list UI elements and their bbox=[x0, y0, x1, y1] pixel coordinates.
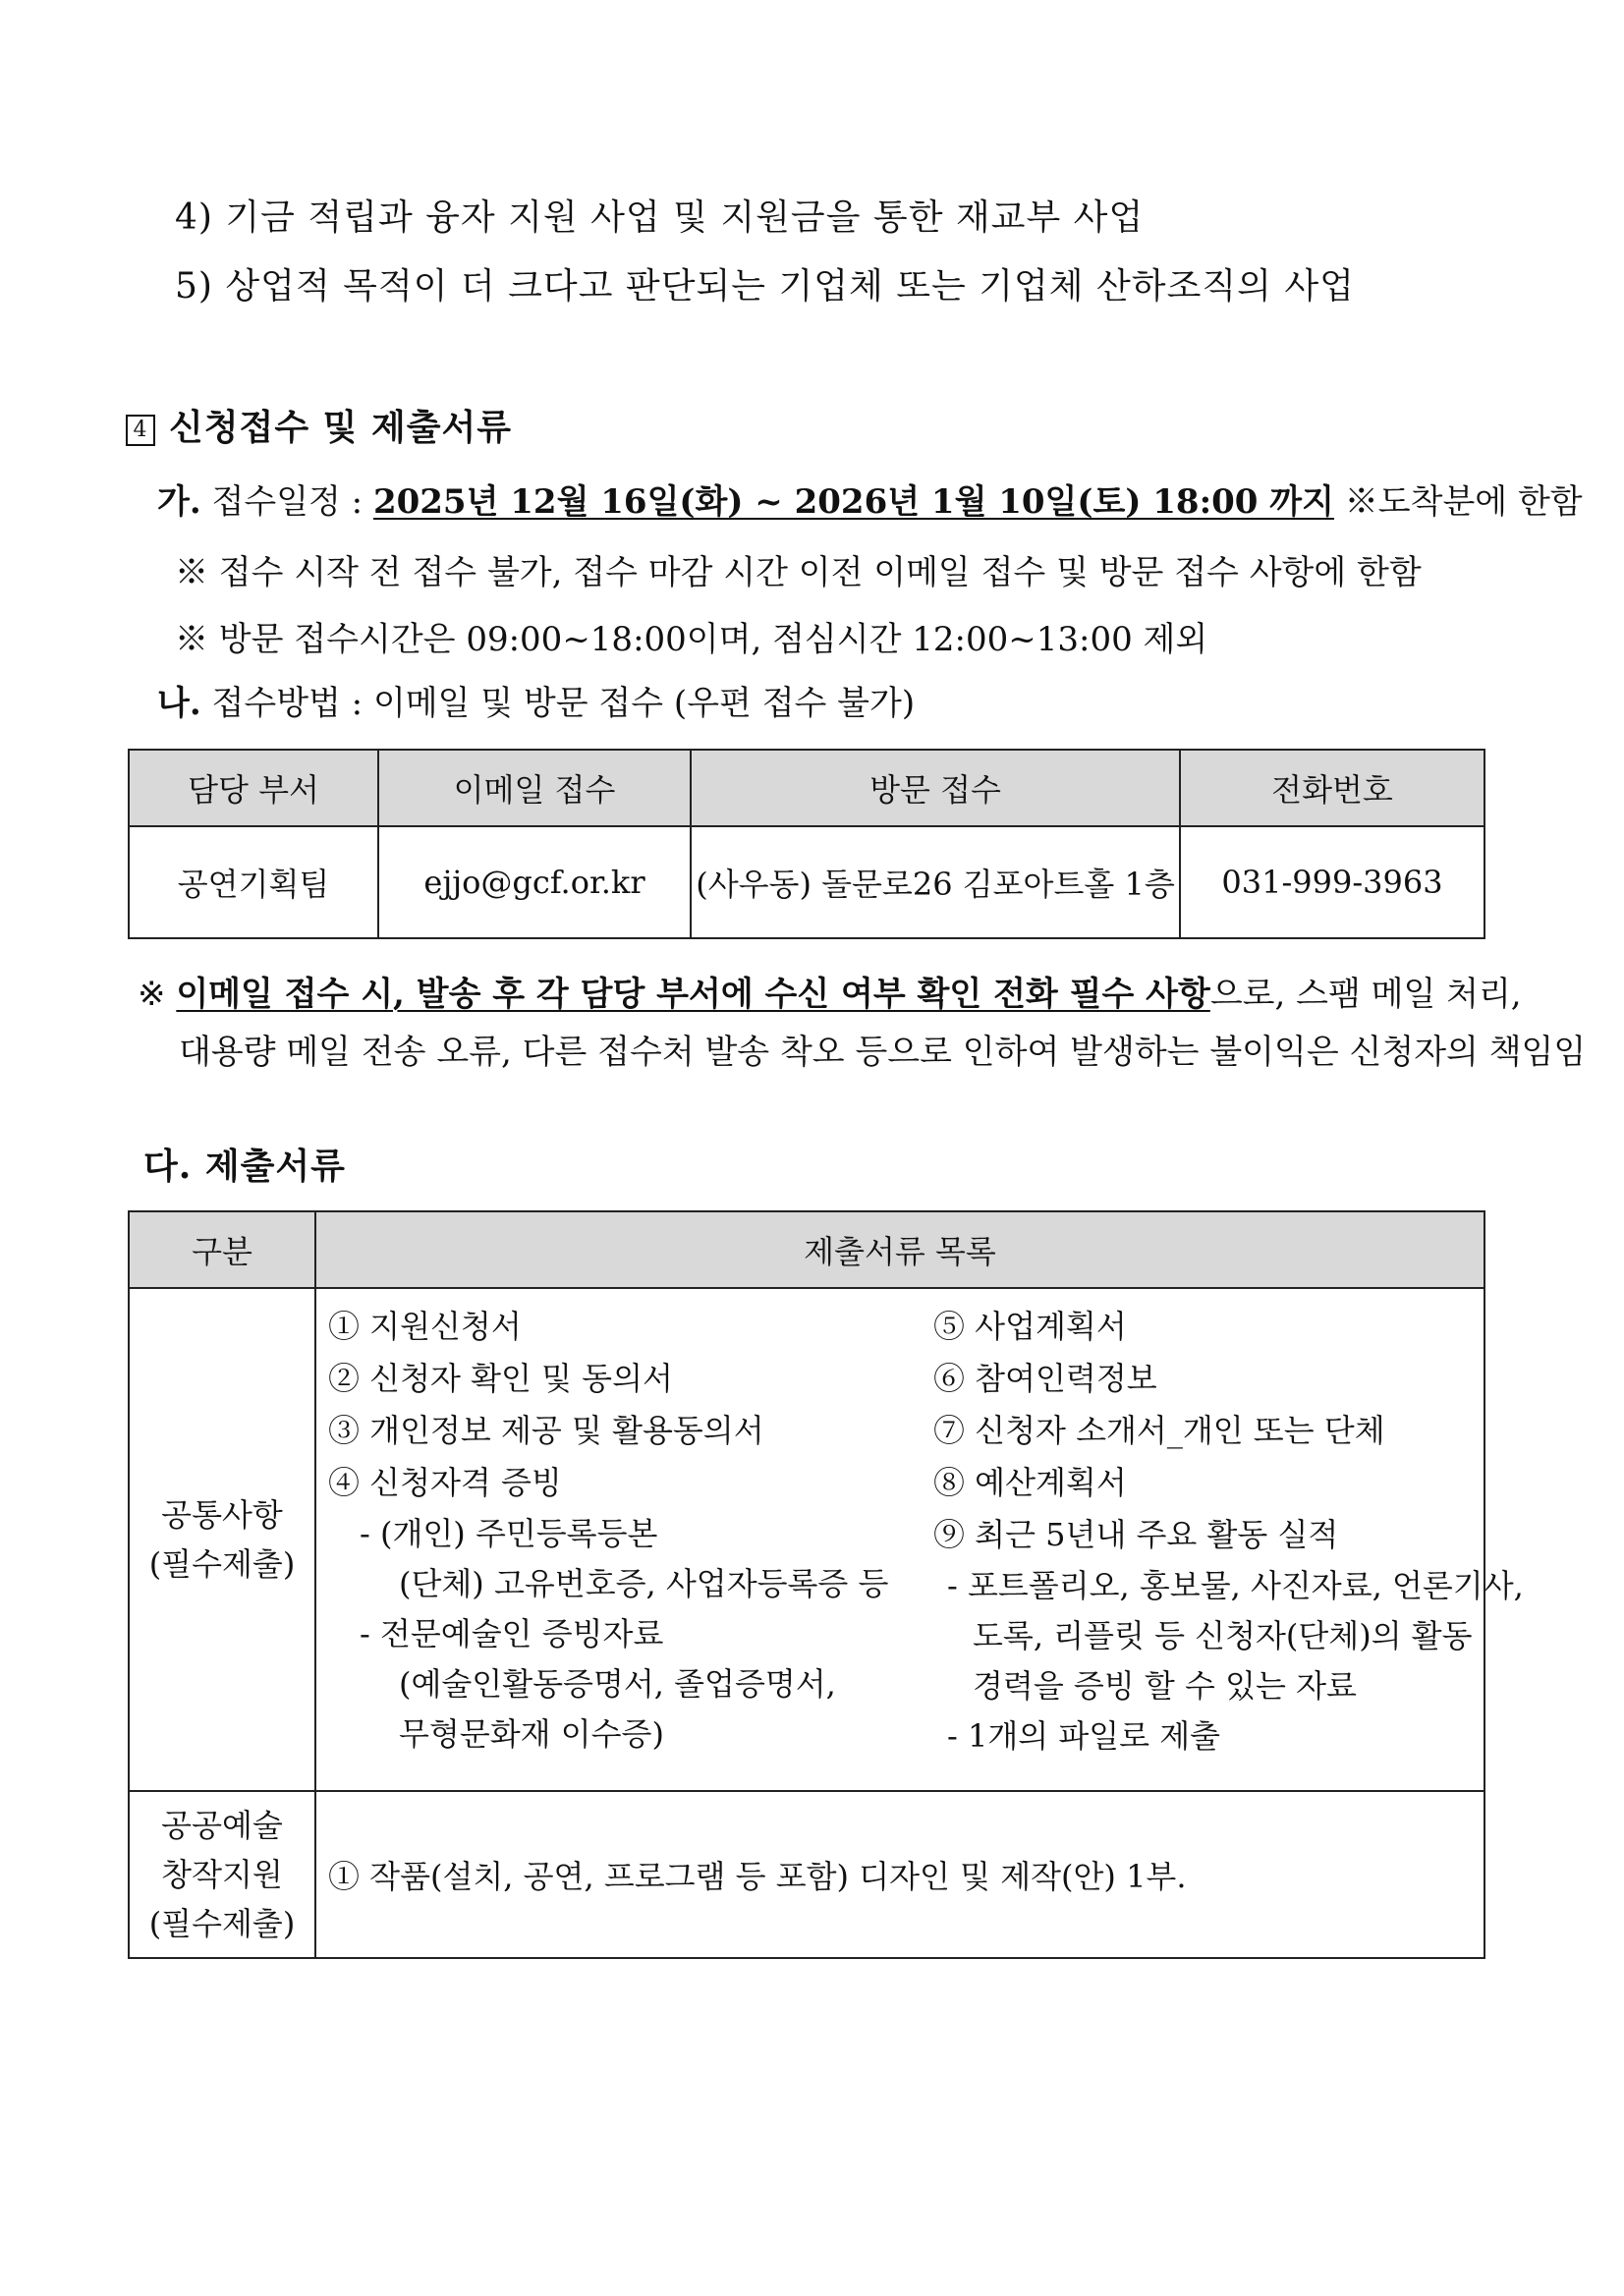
warning-rest: 으로, 스팸 메일 처리, bbox=[1209, 975, 1522, 1014]
warning-note-line-1 bbox=[138, 967, 1522, 1015]
doc-item: ⑦ 신청자 소개서_개인 또는 단체 bbox=[933, 1412, 1385, 1449]
documents-table bbox=[128, 1210, 1524, 1959]
doc-subitem: (예술인활동증명서, 졸업증명서, bbox=[399, 1665, 836, 1703]
schedule-note-2: ※ 방문 접수시간은 09:00~18:00이며, 점심시간 12:00~13:00 제외 bbox=[175, 620, 1208, 659]
cell-phone: 031-999-3963 bbox=[1180, 826, 1484, 938]
category-public-art-line-1: 공공예술 bbox=[161, 1807, 283, 1844]
doc-subitem: 도록, 리플릿 등 신청자(단체)의 활동 bbox=[973, 1617, 1473, 1654]
doc-item: ② 신청자 확인 및 동의서 bbox=[328, 1360, 673, 1397]
section-heading bbox=[126, 400, 512, 450]
doc-subitem: - 전문예술인 증빙자료 bbox=[360, 1615, 664, 1652]
doc-item: ⑨ 최근 5년내 주요 활동 실적 bbox=[933, 1516, 1339, 1553]
doc-subitem: (단체) 고유번호증, 사업자등록증 등 bbox=[399, 1565, 889, 1602]
category-public-art bbox=[129, 1791, 315, 1958]
doc-subitem: - (개인) 주민등록등본 bbox=[360, 1515, 658, 1552]
category-public-art-line-2: 창작지원 bbox=[161, 1856, 283, 1893]
doc-subitem: 경력을 증빙 할 수 있는 자료 bbox=[973, 1667, 1357, 1705]
schedule-prefix: 접수일정 : bbox=[211, 482, 373, 522]
cell-email: ejjo@gcf.or.kr bbox=[378, 826, 691, 938]
warning-mark: ※ bbox=[138, 975, 166, 1014]
documents-heading: 다. 제출서류 bbox=[143, 1146, 346, 1187]
doc-subitem: 무형문화재 이수증) bbox=[399, 1715, 664, 1753]
doc-subitem: - 포트폴리오, 홍보물, 사진자료, 언론기사, bbox=[947, 1567, 1524, 1604]
doc-subitem: - 1개의 파일로 제출 bbox=[947, 1717, 1221, 1755]
doc-item: ⑤ 사업계획서 bbox=[933, 1308, 1127, 1345]
method-text: 접수방법 : 이메일 및 방문 접수 (우편 접수 불가) bbox=[211, 684, 916, 723]
common-documents-cell bbox=[315, 1288, 1524, 1791]
item-na-label: 나. bbox=[157, 684, 201, 723]
schedule-period: 2025년 12월 16일(화) ~ 2026년 1월 10일(토) 18:00 까지 bbox=[372, 482, 1334, 522]
public-art-document: ① 작품(설치, 공연, 프로그램 등 포함) 디자인 및 제작(안) 1부. bbox=[328, 1858, 1187, 1895]
header-email: 이메일 접수 bbox=[378, 750, 691, 826]
category-public-art-line-3: (필수제출) bbox=[148, 1905, 296, 1942]
contact-table bbox=[128, 749, 1485, 939]
item-ga-label: 가. bbox=[157, 482, 201, 522]
doc-item: ⑧ 예산계획서 bbox=[933, 1464, 1127, 1501]
header-document-list: 제출서류 목록 bbox=[315, 1211, 1484, 1288]
right-document-list bbox=[933, 1301, 1524, 1762]
header-phone: 전화번호 bbox=[1180, 750, 1484, 826]
reception-schedule bbox=[157, 475, 1583, 523]
intro-item-4: 4) 기금 적립과 융자 지원 사업 및 지원금을 통한 재교부 사업 bbox=[175, 197, 1145, 238]
warning-emphasis: 이메일 접수 시, 발송 후 각 담당 부서에 수신 여부 확인 전화 필수 사항 bbox=[176, 975, 1210, 1014]
doc-item: ① 지원신청서 bbox=[328, 1308, 522, 1345]
left-document-list bbox=[328, 1301, 888, 1760]
header-department: 담당 부서 bbox=[129, 750, 378, 826]
cell-department: 공연기획팀 bbox=[129, 826, 378, 938]
header-category: 구분 bbox=[129, 1211, 315, 1288]
schedule-note-1: ※ 접수 시작 전 접수 불가, 접수 마감 시간 이전 이메일 접수 및 방문 접수 사항에 한함 bbox=[175, 553, 1422, 592]
intro-item-5: 5) 상업적 목적이 더 크다고 판단되는 기업체 또는 기업체 산하조직의 사업 bbox=[175, 266, 1355, 307]
doc-item: ④ 신청자격 증빙 bbox=[328, 1464, 562, 1501]
category-common-line-2: (필수제출) bbox=[148, 1545, 296, 1583]
public-art-documents-cell bbox=[315, 1791, 1484, 1958]
category-common bbox=[129, 1288, 315, 1791]
section-number-box: 4 bbox=[126, 415, 155, 446]
category-common-line-1: 공통사항 bbox=[161, 1496, 283, 1534]
cell-visit-address: (사우동) 돌문로26 김포아트홀 1층 bbox=[691, 826, 1180, 938]
doc-item: ③ 개인정보 제공 및 활용동의서 bbox=[328, 1412, 764, 1449]
doc-item: ⑥ 참여인력정보 bbox=[933, 1360, 1157, 1397]
reception-method bbox=[157, 676, 915, 724]
section-title: 신청접수 및 제출서류 bbox=[169, 407, 513, 448]
warning-note-line-2: 대용량 메일 전송 오류, 다른 접수처 발송 착오 등으로 인하여 발생하는 불이익은 신청자의 책임임 bbox=[179, 1033, 1587, 1072]
schedule-suffix: ※도착분에 한함 bbox=[1333, 482, 1583, 522]
header-visit: 방문 접수 bbox=[691, 750, 1180, 826]
